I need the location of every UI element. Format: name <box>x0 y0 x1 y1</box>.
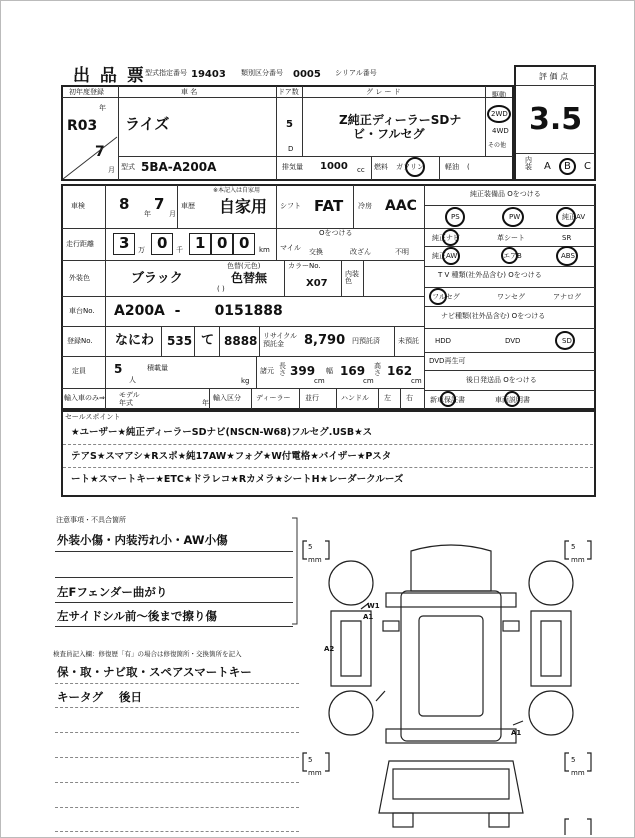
color-value: ブラック <box>131 271 183 286</box>
model-year-unit: 年 <box>202 399 209 407</box>
mileage-unit-km: km <box>259 246 270 254</box>
fuel-gasoline-circle <box>405 157 425 177</box>
handle-left: 左 <box>384 394 391 402</box>
inspector-line-2: キータグ 後日 <box>57 690 143 704</box>
option-aw: 純正AW <box>432 252 458 260</box>
option-ps-circle <box>445 207 465 227</box>
chassis-value: A200A - 0151888 <box>114 303 283 319</box>
option-navi-circle <box>442 229 459 246</box>
tread-rl: 5 <box>308 756 313 764</box>
later-warranty: 新車保証書 <box>430 396 465 404</box>
reg-diagonal <box>61 97 119 181</box>
length-label: 長さ <box>279 362 286 377</box>
later-title: 後日発送品 Oをつける <box>466 376 537 384</box>
inspection-year: 8 <box>119 195 130 213</box>
later-manual-circle <box>504 391 520 407</box>
inspection-year-unit: 年 <box>144 210 151 218</box>
sales-point-line-2: テアS★スマアシ★Rスポ★純17AW★フォグ★W付電格★バイザー★Pスタ <box>71 451 392 462</box>
year-unit: 年 <box>99 104 106 112</box>
drive-label: 駆動 <box>492 91 506 99</box>
later-manual: 車両説明書 <box>495 396 530 404</box>
drive-other: その他 <box>488 142 507 149</box>
fuel-other: ( <box>467 163 470 171</box>
capacity-unit: 人 <box>129 376 136 384</box>
later-warranty-circle <box>440 391 456 407</box>
month-unit: 月 <box>108 166 115 174</box>
navi-sd-circle <box>555 331 575 350</box>
option-av: 純正AV <box>562 213 586 221</box>
shift-label: シフト <box>280 202 301 210</box>
color-paren: ( ) <box>217 285 225 293</box>
model-no-label: 型式指定番号 <box>145 69 187 77</box>
damage-mark-w1: W1 <box>367 602 380 610</box>
interior-grade-c: C <box>584 161 591 172</box>
mileage-opt-unknown: 不明 <box>395 248 409 256</box>
score-value: 3.5 <box>529 102 583 137</box>
sales-point-line-1: ★ユーザー★純正ディーラーSDナビ(NSCN-W68)フルセグ.USB★ス <box>71 427 373 438</box>
category-no: 0005 <box>293 69 321 80</box>
first-reg-year: R03 <box>67 118 98 134</box>
recycle-not-deposited: 未預託 <box>398 337 419 345</box>
doors-suffix: D <box>288 145 294 153</box>
doors-label: ドア数 <box>278 88 299 96</box>
inspection-month-unit: 月 <box>169 210 176 218</box>
mileage-digit-1: 3 <box>119 234 130 252</box>
option-leather: 革シート <box>497 234 525 242</box>
grade-line-1: Z純正ディーラーSDナ <box>339 113 462 127</box>
registration-area: なにわ <box>115 333 155 348</box>
ac-value: AAC <box>385 198 417 214</box>
mileage-digit-5: 0 <box>239 234 250 252</box>
grade-line-2: ビ・フルセグ <box>353 127 425 141</box>
sales-points-label: セールスポイント <box>65 413 121 421</box>
tread-fl-unit: mm <box>308 556 322 564</box>
category-no-label: 類別区分番号 <box>241 69 283 77</box>
inspection-label: 車検 <box>71 202 85 210</box>
capacity-label: 定員 <box>72 367 86 375</box>
mileage-unit-man: 万 <box>138 246 145 254</box>
tread-rr: 5 <box>571 756 576 764</box>
option-pw: PW <box>509 213 521 221</box>
length-value: 399 <box>290 364 316 378</box>
recycle-label: リサイクル預託金 <box>263 332 298 348</box>
usage-note: ※本記入は自家用 <box>213 187 261 194</box>
interior-color-label: 内装色 <box>345 270 359 285</box>
recycle-unit: 円預託済 <box>352 337 380 345</box>
inspection-month: 7 <box>154 195 165 213</box>
registration-class: 535 <box>167 334 193 348</box>
mileage-digit-3: 1 <box>195 234 206 252</box>
mileage-unit-sen: 千 <box>176 246 183 254</box>
handle-label: ハンドル <box>341 394 369 402</box>
width-label: 幅 <box>326 367 333 375</box>
navi-hdd: HDD <box>435 337 452 345</box>
option-airbag: エアB <box>503 252 522 260</box>
shift-value: FAT <box>314 197 344 215</box>
load-label: 積載量 <box>147 364 168 372</box>
note-line-1: 外装小傷・内装汚れ小・AW小傷 <box>57 533 228 547</box>
width-value: 169 <box>340 364 366 378</box>
option-airbag-circle <box>501 247 518 264</box>
tread-fl: 5 <box>308 543 313 551</box>
color-code-label: カラーNo. <box>288 262 321 270</box>
notes-label: 注意事項・不具合箇所 <box>56 516 126 524</box>
dims-label: 諸元 <box>260 367 274 375</box>
model-year-label: モデル年式 <box>119 391 140 407</box>
fuel-gasoline: ガソリン <box>396 163 424 171</box>
interior-grade-a: A <box>544 161 551 172</box>
tread-fr-unit: mm <box>571 556 585 564</box>
height-value: 162 <box>387 364 413 378</box>
capacity-value: 5 <box>114 362 123 376</box>
score-label: 評 価 点 <box>539 72 569 81</box>
option-abs: ABS <box>561 252 575 260</box>
width-unit: cm <box>363 377 374 385</box>
drive-4wd: 4WD <box>492 127 509 135</box>
tv-fullseg-circle <box>429 288 447 305</box>
length-unit: cm <box>314 377 325 385</box>
tread-rl-unit: mm <box>308 769 322 777</box>
model-no: 19403 <box>191 69 226 80</box>
option-ps: PS <box>451 213 460 221</box>
color-label: 外装色 <box>69 274 90 282</box>
color-code: X07 <box>306 278 328 289</box>
height-label: 高さ <box>374 362 381 377</box>
mileage-digit-4: 0 <box>217 234 228 252</box>
tread-rr-unit: mm <box>571 769 585 777</box>
damage-mark-a1-rear: A1 <box>511 729 522 737</box>
option-navi: 純正ナビ <box>432 234 460 242</box>
doors-value: 5 <box>286 119 293 130</box>
interior-label: 内装 <box>525 156 532 171</box>
registration-kana: て <box>201 333 215 348</box>
mileage-label: 走行距離 <box>66 240 94 248</box>
note-line-3: 左Fフェンダー曲がり <box>57 585 168 599</box>
displacement-label: 排気量 <box>282 163 303 171</box>
import-class-label: 輸入区分 <box>213 394 241 402</box>
damage-mark-a2: A2 <box>324 645 335 653</box>
option-sr: SR <box>562 234 572 242</box>
type-label: 型式 <box>121 163 135 171</box>
type-value: 5BA-A200A <box>141 160 217 174</box>
drive-2wd-circle <box>487 105 511 123</box>
mileage-opt-exchange: 交換 <box>309 248 323 256</box>
option-abs-circle <box>556 246 578 266</box>
navi-dvd: DVD <box>505 337 521 345</box>
interior-grade-b: B <box>564 161 571 172</box>
displacement-value: 1000 <box>320 161 348 172</box>
import-label: 輸入車のみ⇒ <box>64 394 105 402</box>
chassis-label: 車台No. <box>69 307 95 315</box>
handle-right: 右 <box>406 394 413 402</box>
import-dealer: ディーラー <box>256 394 291 402</box>
options-title: 純正装備品 Oをつける <box>470 190 541 198</box>
car-diagram <box>301 521 601 837</box>
damage-mark-a1-front: A1 <box>363 613 374 621</box>
ac-label: 冷房 <box>358 202 372 210</box>
usage-label: 車歴 <box>181 202 195 210</box>
displacement-unit: cc <box>357 166 365 174</box>
sheet-title: 出 品 票 <box>73 66 146 86</box>
dvd-playback: DVD再生可 <box>429 357 466 365</box>
mileage-opt-tamper: 改ざん <box>350 248 371 256</box>
grade-label: グ レ ー ド <box>366 88 401 96</box>
serial-label: シリアル番号 <box>335 69 377 77</box>
drive-2wd: 2WD <box>491 110 508 118</box>
mileage-digit-2: 0 <box>157 234 168 252</box>
tv-analog: アナログ <box>553 293 581 301</box>
option-aw-circle <box>442 247 460 265</box>
navi-title: ナビ種類(社外品含む) Oをつける <box>441 312 546 320</box>
height-unit: cm <box>411 377 422 385</box>
registration-number: 8888 <box>224 334 258 348</box>
navi-sd: SD <box>562 337 572 345</box>
interior-selected-circle <box>559 158 576 175</box>
fuel-label: 燃料 <box>374 163 388 171</box>
sales-point-line-3: ート★スマートキー★ETC★ドラレコ★Rカメラ★シートH★レーダークルーズ <box>71 474 404 485</box>
fuel-diesel: 軽油 <box>445 163 459 171</box>
tv-fullseg: フルセグ <box>432 293 460 301</box>
option-pw-circle <box>502 207 524 227</box>
recycle-value: 8,790 <box>304 333 346 348</box>
import-parallel: 並行 <box>305 394 319 402</box>
inspector-label: 検査員記入欄：修復歴「有」の場合は修復箇所・交換箇所を記入 <box>53 650 242 658</box>
tv-oneseg: ワンセグ <box>497 293 525 301</box>
first-reg-label: 初年度登録 <box>69 88 104 96</box>
option-av-circle <box>556 207 576 227</box>
registration-label: 登録No. <box>67 337 93 345</box>
first-reg-month: 7 <box>95 144 105 160</box>
tread-fr: 5 <box>571 543 576 551</box>
car-name-label: 車 名 <box>181 88 198 96</box>
note-line-4: 左サイドシル前〜後まで擦り傷 <box>57 609 217 623</box>
tv-title: T V 種類(社外品含む) Oをつける <box>438 271 542 279</box>
car-name: ライズ <box>125 115 170 133</box>
mileage-circle-hint: Oをつける <box>319 229 353 237</box>
inspector-line-1: 保・取・ナビ取・スペアスマートキー <box>57 665 252 679</box>
color-change-value: 色替無 <box>231 271 268 285</box>
usage-value: 自家用 <box>219 197 268 216</box>
load-unit: kg <box>241 377 250 385</box>
notes-bracket <box>291 516 299 626</box>
mile-label: マイル <box>280 244 301 252</box>
color-change-label: 色替(元色) <box>227 262 261 270</box>
